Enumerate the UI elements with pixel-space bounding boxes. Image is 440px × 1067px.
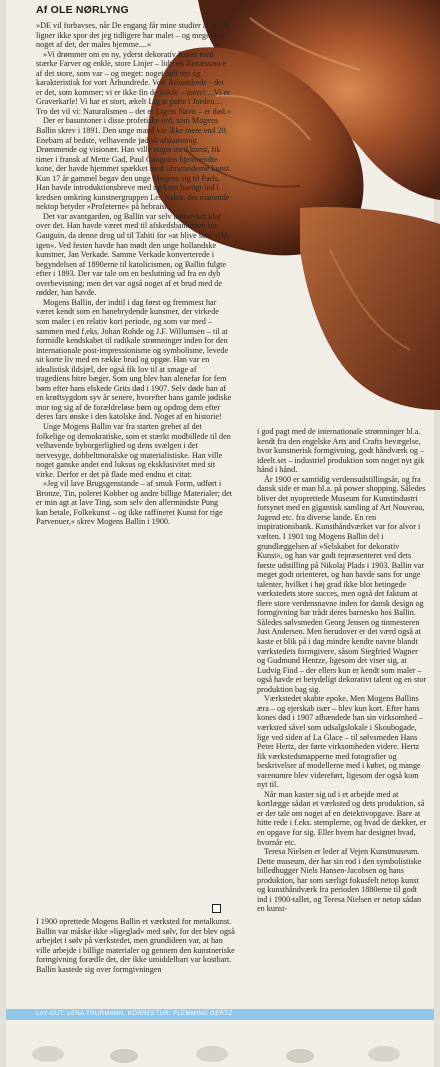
credit-bar xyxy=(6,1009,434,1020)
credit-text: LAY-OUT: LENA THURMANN. KORREKTUR: FLEMMING GERTZ xyxy=(36,1011,233,1017)
paragraph: i god pagt med de internationale strømninger bl.a. kendt fra den engelske Arts and Crafts bevægelse, hvor kunstnerisk formgivning, godt håndværk og – ideelt set – industriel produktion som noget nyt gik hånd i hånd. xyxy=(257,427,425,475)
section-break-square xyxy=(212,904,221,913)
article-column-left-lower xyxy=(36,917,236,974)
article-column-left xyxy=(36,21,232,527)
paragraph: I 1900 oprettede Mogens Ballin et værksted for metalkunst. Ballin var måske ikke »ligeglad« med sølv, for der blev også arbejdet i sølv på værkstedet, men grundideen var, at han ville arbejde i billige materialer og gennem den kunstneriske formgivning forædle det, der ikke umiddelbart var kostbart. Ballin kastede sig over formgivningen xyxy=(36,917,235,974)
paragraph: Mogens Ballin, der indtil i dag først og fremmest har været kendt som en banebrydende kunstner, der virkede som maler i en relativ kort periode, og som var med – sammen med f.eks. Johan Rohde og J.F. Willumsen – til at formidle kendskabet til radikale strømninger inden for den internationale post-impressionisme og symbolisme, levede sit korte liv med en række brud og opgør. Han var en idealistisk ildsjæl, der også fik lov til at smage af tragediens bitre bæger. Som ung blev han alenefar for fem børn efter hans elskede Grits død i 1907. Selv døde han af en krøftsygdom syv år senere, hvorefter hans gamle jødiske mor tog sig af de forældreløse børn og opdrog dem efter deres fars ønske i den katolske ånd. Noget af en historie! xyxy=(36,297,232,422)
paragraph: Det var avantgarden, og Ballin var selv udmærket klar over det. Han havde været med til afskedsbanketten for Gauguin, da denne drog ud til Tahiti for »at blive som vild igen«. Ved festen havde han mødt den unge hollandske kunstner, Jan Verkade. Samme Verkade konverterede i begyndelsen af 1890erne til katolicismen, og Ballin fulgte efter i 1893. Der var tale om en beslutning ud fra en dyb overbevisning; men det var også noget af et brud med de rødder, han havde. xyxy=(36,211,228,298)
paragraph: »Jeg vil lave Brugsgenstande – af smuk Form, udført i Bronze, Tin, poleret Kobber og andre billige Materialer; det er min agt at lave Ting, som selv den allermindste Pung kan betale, Folkekunst – og ikke raffineret Kunst for rige Parvenuer,« skrev Mogens Ballin i 1900. xyxy=(36,479,232,527)
paragraph: År 1900 er samtidig verdensudstillingsår, og fra dansk side er man bl.a. på power shopping. Således bliver det nyoprettede Museum for Kunstindustri forsynet med en gigantisk samling af Art Nouveau, Jugend etc. fra diverse lande. En ren inspirationsbank. Kunsthåndværket var for alvor i vælten. I 1901 tog Mogens Ballin del i grundlæggelsen af »Selskabet for dekorativ Kunst«, og han var godt repræsenteret ved dets første udstilling på Nikolaj Plads i 1903. Ballin var meget godt orienteret, og han havde sans for unge talenter, hvilket i høj grad ikke blot betingede værkstedets store succes, men også det faktum at flere store verdensnavne inden for dansk design og formgivning har trådt deres barnesko hos Ballin. Således sølvsmeden Georg Jensen og tinmesteren Just Andersen. Men herudover er det værd også at kaste et blik på i dag mindre kendte navne blandt værkstedets formgivere, såsom Siegfried Wagner og Gudmund Hentze, ligesom det viser sig, at Ludvig Find – der ellers kun er kendt som maler – også havde et betydeligt dekorativt talent og en stor produktion bag sig. xyxy=(257,474,427,694)
paragraph: Unge Mogens Ballin var fra starten grebet af det folkelige og demokratiske, som et stærkt modbillede til den velhavende byborgerlighed og dens svælgen i det nervesyge, dobbeltmoralske og materialistiske. Han ville noget ganske andet end luksus og eksklusivitet med sit virke. Derfor er det på flade med endnu et citat: xyxy=(36,421,231,479)
paragraph: Teresa Nielsen er leder af Vejen Kunstmuseum. Dette museum, der har sin rod i den symbolistiske billedhugger Niels Hansen-Jacobsen og hans produktion, har som særligt fokusfelt netop kunst og kunsthåndværk fra perioden 1880erne til godt ind i 1900-tallet, og Teresa Nielsen er netop sådan en kunst- xyxy=(257,847,422,914)
article-column-right xyxy=(257,427,427,914)
decorative-lamps-photo xyxy=(0,1032,440,1067)
paragraph: Der er basuntoner i disse profetiske ord, som Mogens Ballin skrev i 1891. Den unge mand var ikke mere end 20. Enebarn af bedste, velhavende jødisk afstamning. Drømmende og visionær. Han ville noget med kunst, fik timer i fransk af Mette Gad, Paul Gauguins hjemvendte kone, der havde hjemmet spækket med ultramoderne kunst. Kun 17 år gammel begav den unge Mogens sig til Paris. Han havde introduktionsbreve med og kom hurtigt ind i kredsen omkring kunstnergruppen Les Nabis, der manende nektop betyder »Profeterne« på hebraisk. xyxy=(36,116,232,212)
paragraph: Værkstedet skabte epoke. Men Mogens Ballins æra – og ejerskab især – blev kun kort. Efter hans kones død i 1907 afhændede han sin virksomhed – værksted såvel som udsalgslokale i Skoubogade, lige ved siden af La Glace – til sølvsmeden Hans Peter Hertz, der førte virksomheden videre. Hertz fik værkstedsmapperne med fotografier og beskrivelser af modellerne med i købet, og mange varenumre blev videreført, ligesom der også kom nyt til. xyxy=(257,694,424,790)
paragraph: Når man kaster sig ud i et arbejde med at kortlægge sådan et værksted og dets produktion, så er der tale om noget af en detektivopgave. Bare at hitte rede i f.eks. stemplerne, og hvad de dækker, er en opgave for sig. Eller hvem har designet hvad, hvornår etc. xyxy=(257,789,427,847)
byline: Af OLE NØRLYNG xyxy=(36,4,129,16)
paragraph: »DE vil forbavses, når De engang får mine studier at se; de ligner ikke spor det jeg tidligere har malet – og meget lidt noget af det, der males hjemme....« xyxy=(36,21,230,50)
paragraph: »Vi drømmer om en ny, yderst dekorativ Kunst med stærke Farver og enkle, store Linjer – lidt: en Renæssance af det store, som var – og meget: noget helt nyt og karakteristisk for vort Århundrede. Vort Århundrede - det er det, som kommer; vi er ikke fin de siècle – mere! ...Vi er Graverkarle! Vi har et stort, ækelt Lig at putte i Jorden.... Tro det vil vi: Naturalismen – det er Ligets Navn – er død.« xyxy=(36,49,232,116)
